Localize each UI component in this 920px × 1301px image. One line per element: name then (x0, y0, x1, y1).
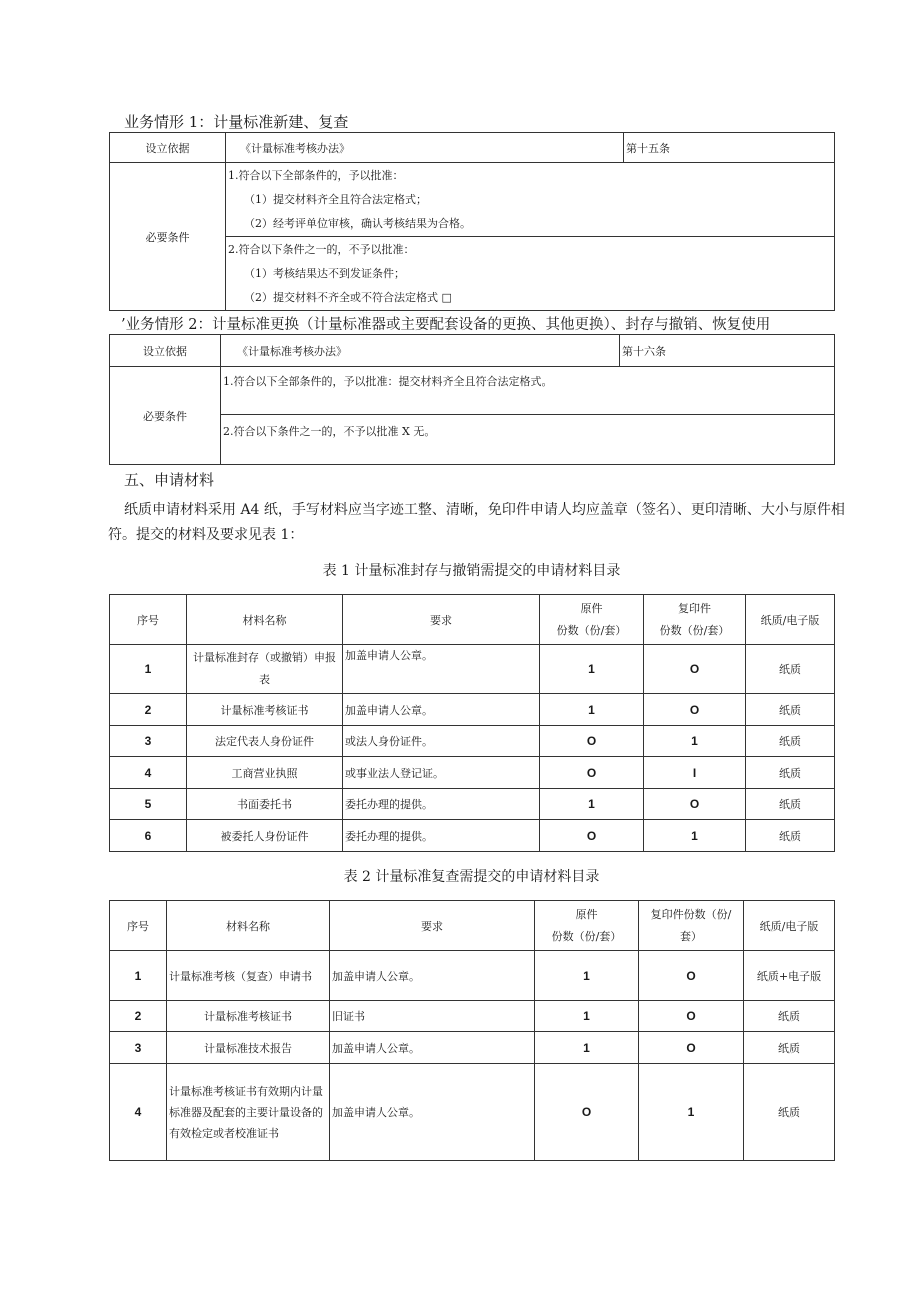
table1 (109, 594, 835, 852)
header-no: 序号 (110, 595, 187, 645)
condition-reject (226, 237, 835, 311)
section5-heading: 五、申请材料 (124, 471, 215, 489)
basis-law: 《计量标准考核办法》 (221, 335, 620, 367)
condition-approve-item: （2）经考评单位审核，确认考核结果为合格。 (244, 216, 471, 230)
table2 (109, 900, 835, 1161)
header-req: 要求 (343, 595, 540, 645)
header-format: 纸质/电子版 (744, 901, 835, 951)
basis-label: 设立依据 (110, 133, 226, 163)
table-row: 6 被委托人身份证件 委托办理的提供。 O 1 纸质 (110, 820, 835, 852)
basis-article: 第十六条 (620, 335, 835, 367)
table-row: 2 计量标准考核证书 加盖申请人公章。 1 O 纸质 (110, 694, 835, 726)
basis-law: 《计量标准考核办法》 (226, 133, 624, 163)
header-copy: 复印件份数（份/ 套） (639, 901, 744, 951)
table-row: 1 计量标准考核（复查）申请书 加盖申请人公章。 1 O 纸质+电子版 (110, 951, 835, 1001)
table-row: 5 书面委托书 委托办理的提供。 1 O 纸质 (110, 789, 835, 820)
condition-reject-item: （2）提交材料不齐全或不符合法定格式 □ (244, 290, 452, 304)
basis-article: 第十五条 (624, 133, 835, 163)
header-req: 要求 (330, 901, 535, 951)
condition-label: 必要条件 (110, 163, 226, 311)
condition-approve: 1.符合以下全部条件的，予以批准：提交材料齐全且符合法定格式。 (221, 367, 835, 415)
condition-reject: 2.符合以下条件之一的，不予以批准 X 无。 (221, 415, 835, 465)
condition-approve-item: （1）提交材料齐全且符合法定格式； (244, 192, 427, 206)
table-row: 3 法定代表人身份证件 或法人身份证件。 O 1 纸质 (110, 726, 835, 757)
scenario1-table (109, 132, 835, 311)
table2-caption: 表 2 计量标准复查需提交的申请材料目录 (343, 869, 600, 885)
condition-reject-item: （1）考核结果达不到发证条件； (244, 266, 405, 280)
condition-approve-title: 1.符合以下全部条件的，予以批准： (228, 168, 404, 182)
table-row: 3 计量标准技术报告 加盖申请人公章。 1 O 纸质 (110, 1032, 835, 1064)
scenario2-table (109, 334, 835, 465)
header-original: 原件 份数（份/套） (540, 595, 644, 645)
table-row: 4 工商营业执照 或事业法人登记证。 O I 纸质 (110, 757, 835, 789)
header-name: 材料名称 (187, 595, 343, 645)
condition-reject-title: 2.符合以下条件之一的，不予以批准： (228, 242, 415, 256)
header-no: 序号 (110, 901, 167, 951)
table-row: 4 计量标准考核证书有效期内计量标准器及配套的主要计量设备的有效检定或者校准证书 加盖申请人公章。 O 1 纸质 (110, 1064, 835, 1161)
basis-label: 设立依据 (110, 335, 221, 367)
header-copy: 复印件 份数（份/套） (644, 595, 746, 645)
condition-label: 必要条件 (110, 367, 221, 465)
table-row: 1 计量标准封存（或撤销）申报表 加盖申请人公章。 1 O 纸质 (110, 645, 835, 694)
header-name: 材料名称 (167, 901, 330, 951)
header-format: 纸质/电子版 (746, 595, 835, 645)
condition-approve (226, 163, 835, 237)
header-original: 原件 份数（份/套） (535, 901, 639, 951)
scenario1-heading: 业务情形 1：计量标准新建、复查 (124, 113, 349, 131)
table1-caption: 表 1 计量标准封存与撤销需提交的申请材料目录 (322, 563, 621, 579)
scenario2-heading: ’业务情形 2：计量标准更换（计量标准器或主要配套设备的更换、其他更换）、封存与撤销、恢复使用 (121, 317, 771, 333)
table-row: 2 计量标准考核证书 旧证书 1 O 纸质 (110, 1001, 835, 1032)
section5-paragraph: 纸质申请材料采用 A4 纸，手写材料应当字迹工整、清晰，免印件申请人均应盖章（签名）、更印清晰、大小与原件相符。提交的材料及要求见表 1： (108, 502, 845, 543)
